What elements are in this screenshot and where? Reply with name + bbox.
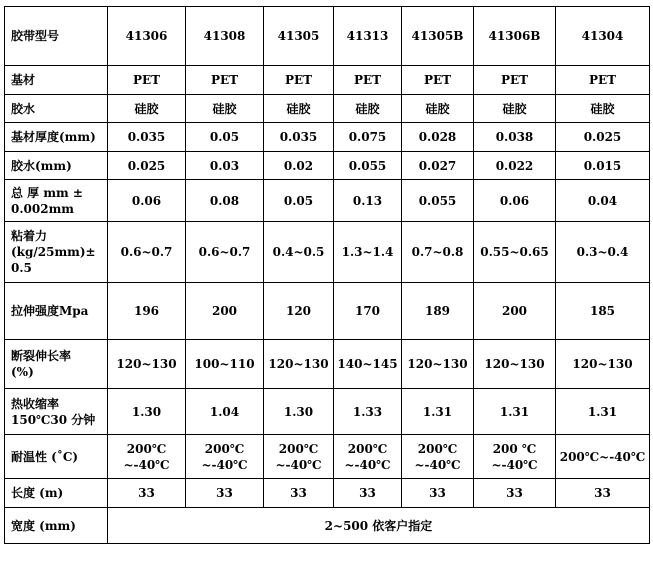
model-cell: 41306B — [474, 7, 556, 66]
base-material-row — [5, 66, 650, 95]
value-cell: 0.05 — [264, 180, 334, 222]
row-label: 基材厚度(mm) — [5, 123, 108, 152]
row-label: 基材 — [5, 66, 108, 95]
value-cell: 33 — [556, 479, 650, 508]
value-cell: 0.027 — [402, 152, 474, 180]
value-cell: 0.7~0.8 — [402, 222, 474, 283]
value-cell: 120~130 — [108, 340, 186, 389]
value-cell: 0.13 — [334, 180, 402, 222]
model-cell: 41305 — [264, 7, 334, 66]
row-label: 热收缩率 150℃30 分钟 — [5, 389, 108, 435]
value-cell: 0.05 — [186, 123, 264, 152]
model-cell: 41313 — [334, 7, 402, 66]
value-cell: 1.31 — [556, 389, 650, 435]
value-cell: 1.30 — [108, 389, 186, 435]
value-cell: 0.028 — [402, 123, 474, 152]
elongation-row — [5, 340, 650, 389]
value-cell: 硅胶 — [474, 95, 556, 123]
value-cell: 1.04 — [186, 389, 264, 435]
value-cell: 200℃~-40℃ — [556, 435, 650, 479]
value-cell: 200℃ ~-40℃ — [264, 435, 334, 479]
row-label: 胶水 — [5, 95, 108, 123]
value-cell: 33 — [402, 479, 474, 508]
base-thickness-row — [5, 123, 650, 152]
adhesive-row — [5, 95, 650, 123]
row-label: 宽度 (mm) — [5, 508, 108, 544]
row-label: 断裂伸长率 (%) — [5, 340, 108, 389]
value-cell: 0.08 — [186, 180, 264, 222]
value-cell: 120~130 — [556, 340, 650, 389]
value-cell: 140~145 — [334, 340, 402, 389]
value-cell: 0.015 — [556, 152, 650, 180]
value-cell: 0.02 — [264, 152, 334, 180]
value-cell: 200℃ ~-40℃ — [334, 435, 402, 479]
value-cell: 硅胶 — [402, 95, 474, 123]
value-cell: 120~130 — [264, 340, 334, 389]
value-cell: 硅胶 — [334, 95, 402, 123]
width-value: 2~500 依客户指定 — [108, 508, 650, 544]
value-cell: 33 — [186, 479, 264, 508]
value-cell: 200℃ ~-40℃ — [402, 435, 474, 479]
spec-sheet — [4, 6, 650, 544]
value-cell: 0.03 — [186, 152, 264, 180]
model-cell: 41308 — [186, 7, 264, 66]
value-cell: 33 — [334, 479, 402, 508]
value-cell: 200℃ ~-40℃ — [108, 435, 186, 479]
value-cell: 0.06 — [474, 180, 556, 222]
value-cell: 0.6~0.7 — [108, 222, 186, 283]
value-cell: 硅胶 — [264, 95, 334, 123]
value-cell: 硅胶 — [186, 95, 264, 123]
value-cell: PET — [474, 66, 556, 95]
value-cell: 189 — [402, 283, 474, 340]
value-cell: PET — [334, 66, 402, 95]
row-label: 总 厚 mm ± 0.002mm — [5, 180, 108, 222]
value-cell: 196 — [108, 283, 186, 340]
value-cell: 0.3~0.4 — [556, 222, 650, 283]
value-cell: 硅胶 — [108, 95, 186, 123]
value-cell: 33 — [474, 479, 556, 508]
value-cell: 200 — [474, 283, 556, 340]
value-cell: 0.035 — [264, 123, 334, 152]
row-label: 粘着力 (kg/25mm)± 0.5 — [5, 222, 108, 283]
value-cell: 120~130 — [474, 340, 556, 389]
value-cell: 1.30 — [264, 389, 334, 435]
model-cell: 41305B — [402, 7, 474, 66]
tape-spec-table — [4, 6, 650, 544]
value-cell: 1.3~1.4 — [334, 222, 402, 283]
adhesion-row — [5, 222, 650, 283]
total-thickness-row — [5, 180, 650, 222]
value-cell: 0.022 — [474, 152, 556, 180]
value-cell: 0.06 — [108, 180, 186, 222]
model-cell: 41304 — [556, 7, 650, 66]
value-cell: 100~110 — [186, 340, 264, 389]
value-cell: 0.038 — [474, 123, 556, 152]
value-cell: 170 — [334, 283, 402, 340]
row-label: 长度 (m) — [5, 479, 108, 508]
value-cell: PET — [556, 66, 650, 95]
value-cell: 1.33 — [334, 389, 402, 435]
adhesive-thickness-row — [5, 152, 650, 180]
value-cell: PET — [186, 66, 264, 95]
tensile-strength-row — [5, 283, 650, 340]
heat-shrink-row — [5, 389, 650, 435]
width-row — [5, 508, 650, 544]
value-cell: 0.025 — [108, 152, 186, 180]
value-cell: 0.055 — [334, 152, 402, 180]
model-cell: 41306 — [108, 7, 186, 66]
value-cell: 200 — [186, 283, 264, 340]
value-cell: 185 — [556, 283, 650, 340]
value-cell: 0.04 — [556, 180, 650, 222]
value-cell: 0.55~0.65 — [474, 222, 556, 283]
value-cell: 33 — [108, 479, 186, 508]
value-cell: 200℃ ~-40℃ — [186, 435, 264, 479]
value-cell: 0.035 — [108, 123, 186, 152]
value-cell: 200 ℃ ~-40℃ — [474, 435, 556, 479]
value-cell: 33 — [264, 479, 334, 508]
value-cell: 120~130 — [402, 340, 474, 389]
header-label: 胶带型号 — [5, 7, 108, 66]
value-cell: 0.4~0.5 — [264, 222, 334, 283]
value-cell: 1.31 — [474, 389, 556, 435]
length-row — [5, 479, 650, 508]
row-label: 耐温性 (˚C) — [5, 435, 108, 479]
value-cell: PET — [402, 66, 474, 95]
value-cell: 0.6~0.7 — [186, 222, 264, 283]
value-cell: 0.025 — [556, 123, 650, 152]
value-cell: 120 — [264, 283, 334, 340]
value-cell: 硅胶 — [556, 95, 650, 123]
row-label: 拉伸强度Mpa — [5, 283, 108, 340]
row-label: 胶水(mm) — [5, 152, 108, 180]
value-cell: PET — [264, 66, 334, 95]
temperature-resistance-row — [5, 435, 650, 479]
value-cell: 1.31 — [402, 389, 474, 435]
value-cell: 0.075 — [334, 123, 402, 152]
value-cell: PET — [108, 66, 186, 95]
value-cell: 0.055 — [402, 180, 474, 222]
header-row — [5, 7, 650, 66]
